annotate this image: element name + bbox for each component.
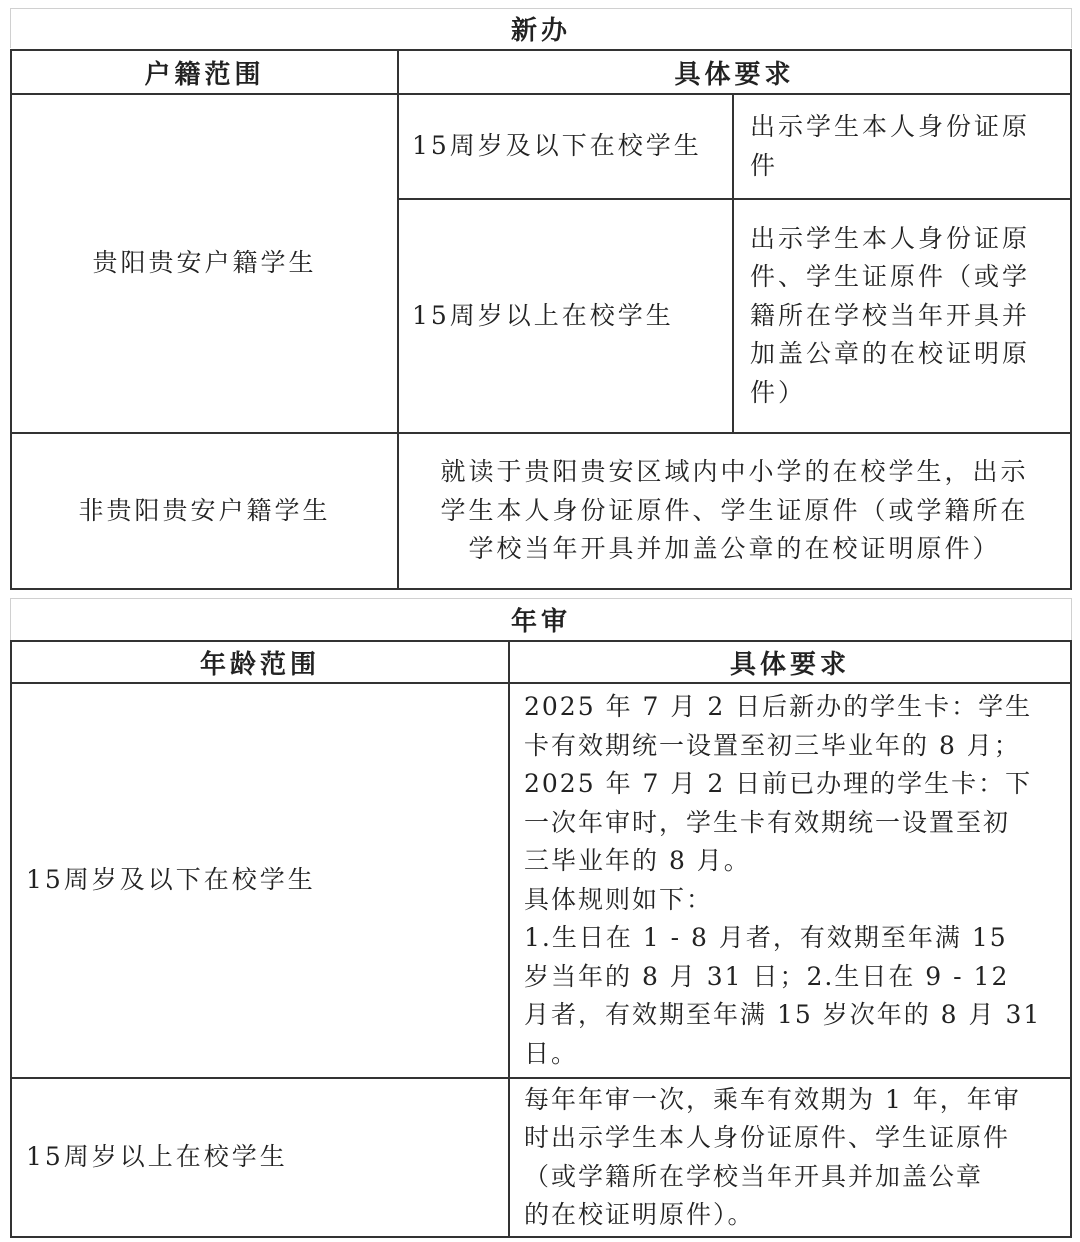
annual-age-15-and-under: 15周岁及以下在校学生: [26, 865, 316, 895]
annual-requirement-over-15: 每年年审一次，乘车有效期为 1 年，年审 时出示学生本人身份证原件、学生证原件 （或学籍所在学校当年开具并加盖公章 的在校证明原件）。: [524, 1084, 1021, 1229]
new-section-title: 新办: [510, 15, 571, 46]
age-15-and-under: 15周岁及以下在校学生: [412, 131, 702, 161]
age-over-15: 15周岁以上在校学生: [412, 300, 674, 330]
scope-nonlocal-student: 非贵阳贵安户籍学生: [78, 495, 331, 525]
requirement-nonlocal: 就读于贵阳贵安区域内中小学的在校学生，出示 学生本人身份证原件、学生证原件（或学籍所在 学校当年开具并加盖公章的在校证明原件）: [440, 457, 1029, 564]
annual-header-requirement: 具体要求: [729, 649, 850, 680]
requirement-over-15: 出示学生本人身份证原 件、学生证原件（或学 籍所在学校当年开具并 加盖公章的在校证明原 件）: [750, 223, 1031, 407]
new-header-requirement: 具体要求: [674, 59, 795, 90]
requirement-15-and-under: 出示学生本人身份证原 件: [750, 112, 1031, 180]
scope-local-student: 贵阳贵安户籍学生: [92, 248, 317, 278]
new-header-scope: 户籍范围: [144, 59, 265, 90]
annual-section-title: 年审: [510, 606, 571, 637]
annual-requirement-15-and-under: 2025 年 7 月 2 日后新办的学生卡：学生 卡有效期统一设置至初三毕业年的 8 月； 2025 年 7 月 2 日前已办理的学生卡：下 一次年审时，学生卡有效期统一设置至初 三毕业年的 8 月。 具体规则如下： 1.生日在 1 - 8 月者，有效期至年满 15 岁当年的 8 月 31 日；2.生日在 9 - 12 月者，有效期至年满 15 岁次年的 8 月 31 日。: [524, 692, 1042, 1068]
annual-age-over-15: 15周岁以上在校学生: [26, 1142, 288, 1172]
annual-header-age: 年龄范围: [199, 649, 320, 680]
